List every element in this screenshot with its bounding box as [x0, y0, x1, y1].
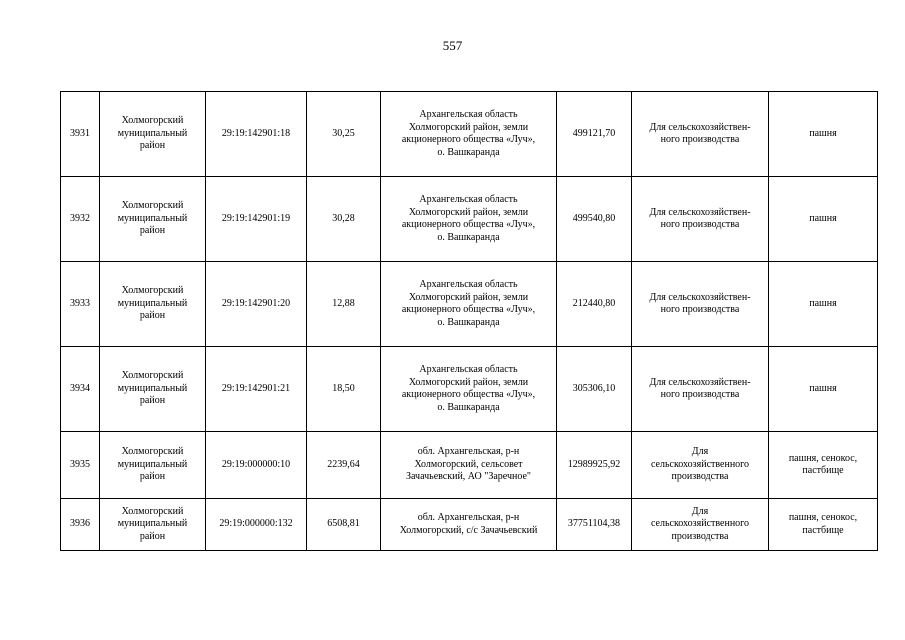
table-row [61, 432, 878, 499]
district-cell: Холмогорский муниципальный район [100, 499, 206, 551]
address-cell: Архангельская область Холмогорский район, земли акционерного общества «Луч», о. Вашкаранда [381, 262, 557, 347]
page-number: 557 [442, 38, 463, 53]
land-type-cell: пашня [769, 92, 878, 177]
purpose-cell: Для сельскохозяйствен- ного производства [632, 177, 769, 262]
land-type-cell: пашня [769, 177, 878, 262]
land-type-cell: пашня, сенокос, пастбище [769, 432, 878, 499]
purpose-cell: Для сельскохозяйствен- ного производства [632, 92, 769, 177]
district-cell: Холмогорский муниципальный район [100, 92, 206, 177]
row-number: 3936 [61, 499, 100, 551]
cadastral-value: 305306,10 [557, 347, 632, 432]
cadastral-value: 37751104,38 [557, 499, 632, 551]
area-cell: 2239,64 [307, 432, 381, 499]
cadastral-number: 29:19:142901:18 [206, 92, 307, 177]
row-number: 3935 [61, 432, 100, 499]
land-type-cell: пашня [769, 347, 878, 432]
row-number: 3931 [61, 92, 100, 177]
table-row [61, 347, 878, 432]
cadastral-value: 212440,80 [557, 262, 632, 347]
address-cell: обл. Архангельская, р-н Холмогорский, сельсовет Зачачьевский, АО "Заречное" [381, 432, 557, 499]
address-cell: Архангельская область Холмогорский район, земли акционерного общества «Луч», о. Вашкаранда [381, 177, 557, 262]
land-type-cell: пашня [769, 262, 878, 347]
row-number: 3933 [61, 262, 100, 347]
cadastral-number: 29:19:142901:21 [206, 347, 307, 432]
cadastral-number: 29:19:000000:10 [206, 432, 307, 499]
district-cell: Холмогорский муниципальный район [100, 347, 206, 432]
cadastral-number: 29:19:000000:132 [206, 499, 307, 551]
address-cell: Архангельская область Холмогорский район, земли акционерного общества «Луч», о. Вашкаранда [381, 92, 557, 177]
address-cell: обл. Архангельская, р-н Холмогорский, с/с Зачачьевский [381, 499, 557, 551]
cadastral-number: 29:19:142901:19 [206, 177, 307, 262]
purpose-cell: Для сельскохозяйствен- ного производства [632, 347, 769, 432]
purpose-cell: Для сельскохозяйственного производства [632, 432, 769, 499]
land-type-cell: пашня, сенокос, пастбище [769, 499, 878, 551]
table-row [61, 499, 878, 551]
area-cell: 6508,81 [307, 499, 381, 551]
purpose-cell: Для сельскохозяйствен- ного производства [632, 262, 769, 347]
area-cell: 30,28 [307, 177, 381, 262]
table-row [61, 177, 878, 262]
area-cell: 18,50 [307, 347, 381, 432]
row-number: 3934 [61, 347, 100, 432]
district-cell: Холмогорский муниципальный район [100, 262, 206, 347]
district-cell: Холмогорский муниципальный район [100, 177, 206, 262]
purpose-cell: Для сельскохозяйственного производства [632, 499, 769, 551]
cadastral-value: 499121,70 [557, 92, 632, 177]
cadastral-value: 499540,80 [557, 177, 632, 262]
cadastral-number: 29:19:142901:20 [206, 262, 307, 347]
district-cell: Холмогорский муниципальный район [100, 432, 206, 499]
table-row [61, 92, 878, 177]
cadastral-value: 12989925,92 [557, 432, 632, 499]
land-registry-table [60, 91, 878, 551]
table-row [61, 262, 878, 347]
area-cell: 12,88 [307, 262, 381, 347]
address-cell: Архангельская область Холмогорский район, земли акционерного общества «Луч», о. Вашкаранда [381, 347, 557, 432]
area-cell: 30,25 [307, 92, 381, 177]
row-number: 3932 [61, 177, 100, 262]
